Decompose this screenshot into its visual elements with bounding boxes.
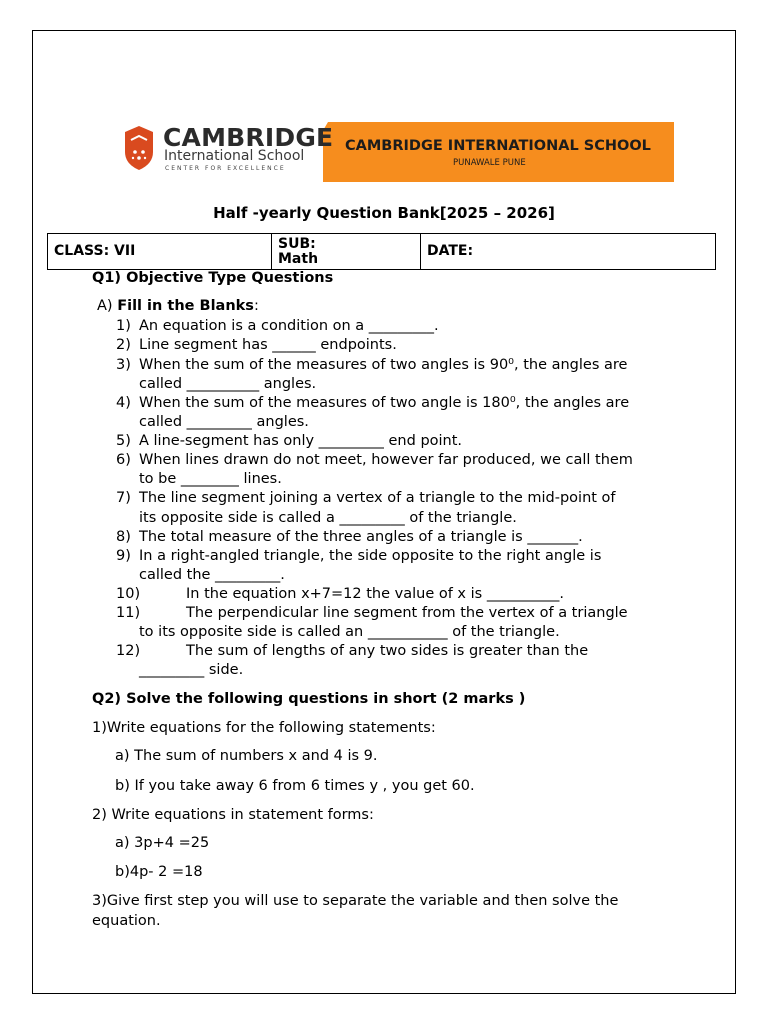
item-text-cont: called __________ angles. bbox=[139, 376, 317, 392]
section-prefix: A) bbox=[97, 298, 118, 314]
item-text-cont: _________ side. bbox=[139, 662, 244, 678]
item-number: 10) bbox=[116, 586, 141, 602]
q1-heading: Q1) Objective Type Questions bbox=[92, 270, 334, 286]
item-number: 3) bbox=[116, 357, 131, 373]
item-number: 1) bbox=[116, 318, 131, 334]
q2-part-3-cont: equation. bbox=[92, 913, 161, 929]
date-cell bbox=[421, 234, 716, 270]
info-table bbox=[47, 233, 716, 270]
logo-subtitle: International School bbox=[164, 148, 305, 164]
item-number: 9) bbox=[116, 548, 131, 564]
item-text-cont: to its opposite side is called an ___________ of the triangle. bbox=[139, 624, 560, 640]
item-number: 8) bbox=[116, 529, 131, 545]
item-text: A line-segment has only _________ end point. bbox=[139, 433, 463, 449]
q1-section-heading bbox=[97, 297, 259, 316]
date-label: DATE: bbox=[427, 243, 474, 259]
q2-part-1b: b) If you take away 6 from 6 times y , you get 60. bbox=[115, 778, 475, 794]
q2-part-1: 1)Write equations for the following statements: bbox=[92, 720, 436, 736]
item-number: 12) bbox=[116, 643, 141, 659]
school-shield-icon bbox=[123, 126, 155, 170]
item-number: 11) bbox=[116, 605, 141, 621]
item-text-cont: its opposite side is called a _________ of the triangle. bbox=[139, 510, 517, 526]
item-text: When the sum of the measures of two angle is 180⁰, the angles are bbox=[139, 395, 630, 411]
item-text-cont: called _________ angles. bbox=[139, 414, 309, 430]
item-text: The sum of lengths of any two sides is greater than the bbox=[186, 643, 589, 659]
logo-area bbox=[93, 122, 334, 182]
item-text: Line segment has ______ endpoints. bbox=[139, 337, 397, 353]
item-text: The total measure of the three angles of a triangle is _______. bbox=[139, 529, 583, 545]
subject-cell bbox=[272, 234, 421, 270]
item-text: The perpendicular line segment from the vertex of a triangle bbox=[186, 605, 628, 621]
school-banner bbox=[93, 122, 674, 182]
logo-tagline: CENTER FOR EXCELLENCE bbox=[165, 165, 286, 172]
subject-value: Math bbox=[278, 250, 319, 267]
item-text: In the equation x+7=12 the value of x is __________. bbox=[186, 586, 564, 602]
banner-school-name: CAMBRIDGE INTERNATIONAL SCHOOL bbox=[345, 138, 651, 154]
q2-part-2b: b)4p- 2 =18 bbox=[115, 864, 203, 880]
banner-school-location: PUNAWALE PUNE bbox=[453, 158, 526, 168]
item-number: 2) bbox=[116, 337, 131, 353]
q2-part-1a: a) The sum of numbers x and 4 is 9. bbox=[115, 748, 378, 764]
logo-name: CAMBRIDGE bbox=[163, 123, 334, 152]
item-text: When the sum of the measures of two angles is 90⁰, the angles are bbox=[139, 357, 628, 373]
item-number: 4) bbox=[116, 395, 131, 411]
q2-part-2: 2) Write equations in statement forms: bbox=[92, 807, 374, 823]
item-number: 5) bbox=[116, 433, 131, 449]
q2-heading: Q2) Solve the following questions in short (2 marks ) bbox=[92, 691, 526, 707]
item-text: When lines drawn do not meet, however far produced, we call them bbox=[139, 452, 633, 468]
item-text-cont: to be ________ lines. bbox=[139, 471, 282, 487]
item-number: 7) bbox=[116, 490, 131, 506]
section-title: Fill in the Blanks bbox=[117, 298, 254, 314]
item-text: The line segment joining a vertex of a triangle to the mid-point of bbox=[139, 490, 616, 506]
section-colon: : bbox=[253, 298, 259, 314]
item-text-cont: called the _________. bbox=[139, 567, 285, 583]
exam-title: Half -yearly Question Bank[2025 – 2026] bbox=[213, 204, 555, 222]
item-text: In a right-angled triangle, the side opposite to the right angle is bbox=[139, 548, 602, 564]
class-label: CLASS: VII bbox=[54, 243, 136, 259]
item-text: An equation is a condition on a _________. bbox=[139, 318, 439, 334]
q2-part-2a: a) 3p+4 =25 bbox=[115, 835, 210, 851]
subject-label: SUB: bbox=[278, 235, 316, 252]
class-cell bbox=[48, 234, 272, 270]
q2-part-3: 3)Give first step you will use to separate the variable and then solve the bbox=[92, 893, 619, 909]
item-number: 6) bbox=[116, 452, 131, 468]
